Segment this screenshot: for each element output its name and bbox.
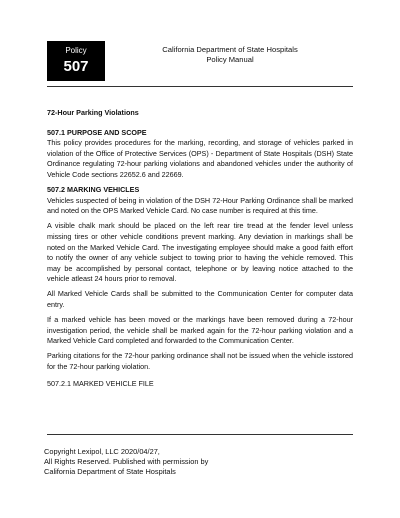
publisher-line: California Department of State Hospitals bbox=[44, 467, 176, 477]
footer-divider bbox=[47, 434, 353, 435]
subsection-heading: 507.2.1 MARKED VEHICLE FILE bbox=[47, 378, 154, 388]
policy-label: Policy bbox=[65, 46, 87, 55]
manual-name: Policy Manual bbox=[206, 55, 254, 64]
header-divider bbox=[47, 86, 353, 87]
section-heading-marking: 507.2 MARKING VEHICLES bbox=[47, 185, 140, 195]
paragraph-marking-1: Vehicles suspected of being in violation of the DSH 72-Hour Parking Ordinance shall be marked and noted on the OPS Marked Vehicle Card. No case number is required at this time. bbox=[47, 195, 353, 216]
copyright-footer bbox=[44, 447, 208, 478]
policy-number: 507 bbox=[63, 58, 89, 75]
org-header bbox=[130, 45, 330, 65]
rights-line: All Rights Reserved. Published with permission by bbox=[44, 457, 209, 467]
paragraph-marking-2: A visible chalk mark should be placed on the left rear tire tread at the fender level unless missing tires or other vehicle conditions prevent marking. Any deviation in markings shall be noted on the Marked Vehicle Card. The investigating employee should make a good faith effort to notify the owner of any vehicle subject to towing prior to having the vehicle removed. This may be accomplished by personal contact, telephone or by leaving notice attached to the vehicle atleast 24 hours prior to removal. bbox=[47, 221, 353, 284]
paragraph-marking-4: If a marked vehicle has been moved or the markings have been removed during a 72-hour investigation period, the vehicle shall be marked again for the 72-hour parking violation and a Marked Vehicle Card completed and forwarded to the Communication Center. bbox=[47, 315, 353, 346]
paragraph-marking-3: All Marked Vehicle Cards shall be submitted to the Communication Center for computer data entry. bbox=[47, 289, 353, 309]
document-title: 72-Hour Parking Violations bbox=[47, 108, 139, 117]
paragraph-marking-5: Parking citations for the 72-hour parking ordinance shall not be issued when the vehicle isstored for the 72-hour parking violation. bbox=[47, 351, 353, 371]
section-heading-purpose: 507.1 PURPOSE AND SCOPE bbox=[47, 127, 147, 137]
policy-badge bbox=[47, 41, 105, 81]
paragraph-purpose: This policy provides procedures for the marking, recording, and storage of vehicles parked in violation of the Office of Protective Services (OPS) - Department of State Hospitals (DSH) State Ordinance regulating 72-hour parking violations and abandoned vehicles under the authority of Vehicle Code sections 22652.6 and 22669. bbox=[47, 138, 353, 179]
document-body bbox=[47, 108, 353, 389]
copyright-line: Copyright Lexipol, LLC 2020/04/27, bbox=[44, 447, 160, 456]
org-name: California Department of State Hospitals bbox=[162, 45, 298, 54]
